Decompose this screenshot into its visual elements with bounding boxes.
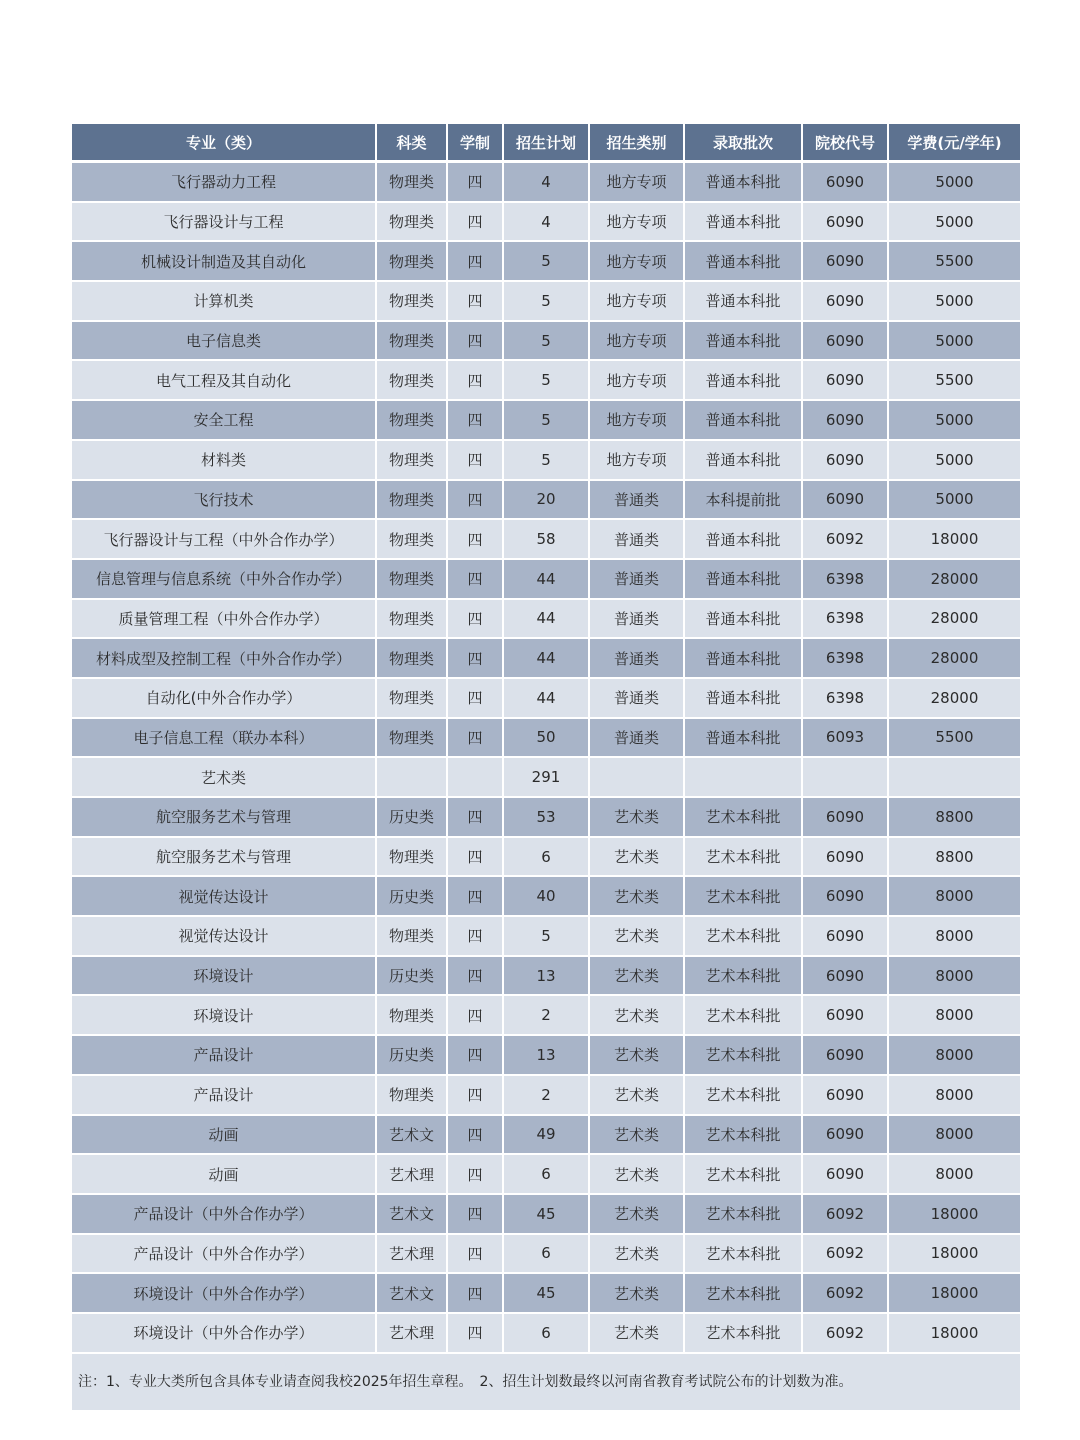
cell-plan-count: 44 [504, 560, 590, 600]
cell-major: 产品设计（中外合作办学） [72, 1195, 377, 1235]
cell-subject: 物理类 [377, 203, 448, 243]
table-row [72, 203, 1020, 243]
cell-subject [377, 758, 448, 798]
cell-subject: 历史类 [377, 1036, 448, 1076]
cell-subject: 物理类 [377, 282, 448, 322]
cell-subject: 艺术理 [377, 1235, 448, 1275]
cell-subject: 物理类 [377, 838, 448, 878]
cell-admission-batch: 艺术本科批 [685, 957, 803, 997]
cell-admission-type: 艺术类 [590, 838, 685, 878]
cell-tuition: 8000 [889, 996, 1020, 1036]
table-row [72, 600, 1020, 640]
cell-plan-count: 45 [504, 1274, 590, 1314]
cell-duration: 四 [448, 957, 504, 997]
cell-school-code: 6090 [803, 1076, 889, 1116]
header-tuition: 学费(元/学年) [889, 124, 1020, 163]
cell-plan-count: 20 [504, 481, 590, 521]
cell-major: 安全工程 [72, 401, 377, 441]
cell-tuition: 5000 [889, 282, 1020, 322]
cell-subject: 物理类 [377, 520, 448, 560]
cell-plan-count: 58 [504, 520, 590, 560]
cell-tuition: 8800 [889, 798, 1020, 838]
cell-major: 电子信息工程（联办本科） [72, 719, 377, 759]
cell-tuition: 8000 [889, 1076, 1020, 1116]
cell-school-code: 6398 [803, 679, 889, 719]
cell-admission-type: 地方专项 [590, 242, 685, 282]
cell-tuition: 5000 [889, 322, 1020, 362]
cell-tuition: 5500 [889, 242, 1020, 282]
cell-school-code: 6092 [803, 1195, 889, 1235]
cell-admission-batch: 普通本科批 [685, 203, 803, 243]
cell-admission-batch: 普通本科批 [685, 600, 803, 640]
cell-admission-batch: 普通本科批 [685, 719, 803, 759]
cell-admission-type: 普通类 [590, 719, 685, 759]
cell-subject: 历史类 [377, 798, 448, 838]
cell-admission-batch: 普通本科批 [685, 361, 803, 401]
table-row [72, 1155, 1020, 1195]
cell-admission-batch: 艺术本科批 [685, 1155, 803, 1195]
cell-duration: 四 [448, 1195, 504, 1235]
cell-school-code: 6090 [803, 877, 889, 917]
table-row [72, 957, 1020, 997]
table-row [72, 1116, 1020, 1156]
cell-duration: 四 [448, 361, 504, 401]
cell-plan-count: 50 [504, 719, 590, 759]
cell-admission-type: 普通类 [590, 639, 685, 679]
cell-subject: 物理类 [377, 600, 448, 640]
cell-admission-batch: 艺术本科批 [685, 798, 803, 838]
cell-duration: 四 [448, 1235, 504, 1275]
cell-major: 飞行器设计与工程（中外合作办学） [72, 520, 377, 560]
cell-admission-batch: 艺术本科批 [685, 1116, 803, 1156]
cell-admission-batch: 普通本科批 [685, 242, 803, 282]
table-row [72, 441, 1020, 481]
cell-plan-count: 2 [504, 996, 590, 1036]
cell-school-code: 6090 [803, 996, 889, 1036]
cell-admission-type: 艺术类 [590, 877, 685, 917]
cell-subject: 物理类 [377, 917, 448, 957]
cell-duration: 四 [448, 441, 504, 481]
table-row [72, 798, 1020, 838]
cell-admission-type: 地方专项 [590, 322, 685, 362]
cell-admission-type: 地方专项 [590, 401, 685, 441]
cell-admission-batch: 艺术本科批 [685, 1314, 803, 1354]
cell-plan-count: 5 [504, 917, 590, 957]
cell-school-code: 6090 [803, 798, 889, 838]
cell-major: 产品设计 [72, 1076, 377, 1116]
cell-school-code: 6090 [803, 441, 889, 481]
cell-school-code: 6090 [803, 322, 889, 362]
cell-subject: 物理类 [377, 441, 448, 481]
cell-subject: 物理类 [377, 996, 448, 1036]
cell-admission-type: 普通类 [590, 679, 685, 719]
cell-subject: 艺术文 [377, 1195, 448, 1235]
cell-duration: 四 [448, 1116, 504, 1156]
cell-plan-count: 13 [504, 957, 590, 997]
cell-plan-count: 5 [504, 322, 590, 362]
cell-major: 飞行器设计与工程 [72, 203, 377, 243]
header-plan-count: 招生计划 [504, 124, 590, 163]
cell-admission-batch: 普通本科批 [685, 441, 803, 481]
cell-school-code: 6090 [803, 917, 889, 957]
cell-tuition: 18000 [889, 1274, 1020, 1314]
cell-subject: 物理类 [377, 163, 448, 203]
cell-tuition: 28000 [889, 560, 1020, 600]
cell-major: 航空服务艺术与管理 [72, 838, 377, 878]
cell-plan-count: 5 [504, 242, 590, 282]
table-row [72, 361, 1020, 401]
table-row [72, 242, 1020, 282]
header-duration: 学制 [448, 124, 504, 163]
cell-plan-count: 6 [504, 1314, 590, 1354]
cell-plan-count: 6 [504, 838, 590, 878]
cell-school-code: 6090 [803, 838, 889, 878]
cell-admission-type: 艺术类 [590, 1036, 685, 1076]
cell-school-code: 6093 [803, 719, 889, 759]
cell-duration: 四 [448, 520, 504, 560]
cell-tuition: 8000 [889, 1036, 1020, 1076]
cell-major: 环境设计（中外合作办学） [72, 1314, 377, 1354]
cell-duration: 四 [448, 163, 504, 203]
cell-tuition: 18000 [889, 520, 1020, 560]
cell-admission-batch: 普通本科批 [685, 639, 803, 679]
cell-school-code: 6090 [803, 1155, 889, 1195]
cell-tuition: 28000 [889, 639, 1020, 679]
cell-duration: 四 [448, 1036, 504, 1076]
cell-admission-type: 艺术类 [590, 957, 685, 997]
header-subject: 科类 [377, 124, 448, 163]
cell-subject: 物理类 [377, 361, 448, 401]
cell-admission-type [590, 758, 685, 798]
table-row [72, 758, 1020, 798]
cell-duration: 四 [448, 203, 504, 243]
cell-tuition: 18000 [889, 1235, 1020, 1275]
cell-major: 材料类 [72, 441, 377, 481]
cell-major: 材料成型及控制工程（中外合作办学） [72, 639, 377, 679]
cell-subject: 艺术理 [377, 1314, 448, 1354]
cell-tuition: 5000 [889, 203, 1020, 243]
cell-major: 自动化(中外合作办学） [72, 679, 377, 719]
table-row [72, 1195, 1020, 1235]
cell-duration: 四 [448, 679, 504, 719]
cell-major: 机械设计制造及其自动化 [72, 242, 377, 282]
cell-subject: 物理类 [377, 401, 448, 441]
cell-plan-count: 53 [504, 798, 590, 838]
cell-admission-type: 普通类 [590, 560, 685, 600]
cell-school-code: 6092 [803, 1235, 889, 1275]
cell-school-code: 6090 [803, 163, 889, 203]
cell-tuition: 8000 [889, 1155, 1020, 1195]
cell-subject: 艺术文 [377, 1274, 448, 1314]
cell-duration: 四 [448, 481, 504, 521]
cell-duration: 四 [448, 560, 504, 600]
cell-tuition: 5000 [889, 163, 1020, 203]
admission-plan-sheet [72, 124, 1020, 1410]
cell-subject: 物理类 [377, 322, 448, 362]
cell-duration: 四 [448, 798, 504, 838]
cell-admission-batch: 普通本科批 [685, 282, 803, 322]
cell-school-code: 6090 [803, 957, 889, 997]
cell-duration: 四 [448, 838, 504, 878]
cell-tuition: 5500 [889, 361, 1020, 401]
table-row [72, 1274, 1020, 1314]
cell-admission-batch: 普通本科批 [685, 679, 803, 719]
cell-school-code: 6090 [803, 1116, 889, 1156]
cell-subject: 艺术文 [377, 1116, 448, 1156]
cell-admission-type: 艺术类 [590, 1274, 685, 1314]
cell-duration: 四 [448, 1155, 504, 1195]
cell-major: 电气工程及其自动化 [72, 361, 377, 401]
cell-admission-type: 艺术类 [590, 1076, 685, 1116]
table-row [72, 322, 1020, 362]
cell-tuition: 8000 [889, 877, 1020, 917]
cell-subject: 物理类 [377, 242, 448, 282]
cell-plan-count: 6 [504, 1235, 590, 1275]
cell-major: 动画 [72, 1155, 377, 1195]
table-row [72, 520, 1020, 560]
table-row [72, 917, 1020, 957]
cell-major: 视觉传达设计 [72, 877, 377, 917]
cell-admission-batch: 艺术本科批 [685, 996, 803, 1036]
cell-tuition: 18000 [889, 1195, 1020, 1235]
cell-tuition: 8000 [889, 957, 1020, 997]
header-school-code: 院校代号 [803, 124, 889, 163]
cell-tuition: 8800 [889, 838, 1020, 878]
cell-subject: 物理类 [377, 560, 448, 600]
cell-school-code: 6090 [803, 481, 889, 521]
table-row [72, 639, 1020, 679]
cell-plan-count: 2 [504, 1076, 590, 1116]
cell-major: 环境设计（中外合作办学） [72, 1274, 377, 1314]
cell-tuition: 28000 [889, 600, 1020, 640]
cell-tuition: 5000 [889, 481, 1020, 521]
cell-school-code: 6398 [803, 600, 889, 640]
cell-tuition: 5000 [889, 441, 1020, 481]
cell-major: 信息管理与信息系统（中外合作办学） [72, 560, 377, 600]
cell-plan-count: 291 [504, 758, 590, 798]
cell-school-code: 6092 [803, 1274, 889, 1314]
cell-admission-type: 地方专项 [590, 203, 685, 243]
cell-admission-type: 艺术类 [590, 798, 685, 838]
table-row [72, 481, 1020, 521]
cell-plan-count: 5 [504, 361, 590, 401]
cell-subject: 物理类 [377, 1076, 448, 1116]
cell-major: 计算机类 [72, 282, 377, 322]
table-row [72, 1235, 1020, 1275]
cell-plan-count: 44 [504, 679, 590, 719]
cell-admission-batch: 普通本科批 [685, 401, 803, 441]
cell-school-code: 6090 [803, 361, 889, 401]
cell-tuition: 5000 [889, 401, 1020, 441]
cell-major: 产品设计（中外合作办学） [72, 1235, 377, 1275]
table-row [72, 838, 1020, 878]
cell-major: 电子信息类 [72, 322, 377, 362]
cell-plan-count: 44 [504, 600, 590, 640]
cell-admission-type: 艺术类 [590, 996, 685, 1036]
cell-duration: 四 [448, 322, 504, 362]
cell-duration: 四 [448, 719, 504, 759]
cell-school-code: 6090 [803, 1036, 889, 1076]
cell-duration: 四 [448, 917, 504, 957]
cell-admission-type: 地方专项 [590, 163, 685, 203]
cell-subject: 物理类 [377, 481, 448, 521]
cell-admission-batch: 普通本科批 [685, 520, 803, 560]
cell-admission-batch: 艺术本科批 [685, 1195, 803, 1235]
cell-major: 视觉传达设计 [72, 917, 377, 957]
cell-admission-batch: 艺术本科批 [685, 917, 803, 957]
cell-subject: 物理类 [377, 719, 448, 759]
cell-major: 艺术类 [72, 758, 377, 798]
cell-duration: 四 [448, 877, 504, 917]
table-row [72, 401, 1020, 441]
footnote: 注：1、专业大类所包含具体专业请查阅我校2025年招生章程。 2、招生计划数最终以河南省教育考试院公布的计划数为准。 [72, 1354, 1020, 1410]
cell-duration: 四 [448, 600, 504, 640]
cell-admission-type: 艺术类 [590, 1235, 685, 1275]
cell-duration: 四 [448, 1274, 504, 1314]
cell-admission-batch: 普通本科批 [685, 322, 803, 362]
table-row [72, 1036, 1020, 1076]
cell-admission-type: 普通类 [590, 600, 685, 640]
cell-duration: 四 [448, 401, 504, 441]
cell-tuition: 18000 [889, 1314, 1020, 1354]
cell-major: 飞行器动力工程 [72, 163, 377, 203]
cell-major: 环境设计 [72, 957, 377, 997]
cell-admission-batch [685, 758, 803, 798]
cell-tuition: 8000 [889, 917, 1020, 957]
cell-plan-count: 6 [504, 1155, 590, 1195]
table-row [72, 996, 1020, 1036]
cell-admission-batch: 艺术本科批 [685, 1274, 803, 1314]
cell-school-code: 6090 [803, 242, 889, 282]
cell-duration: 四 [448, 1314, 504, 1354]
cell-school-code: 6090 [803, 401, 889, 441]
cell-school-code: 6090 [803, 203, 889, 243]
cell-subject: 历史类 [377, 957, 448, 997]
cell-major: 产品设计 [72, 1036, 377, 1076]
table-row [72, 282, 1020, 322]
table-row [72, 1076, 1020, 1116]
cell-tuition [889, 758, 1020, 798]
cell-plan-count: 44 [504, 639, 590, 679]
cell-duration [448, 758, 504, 798]
table-header-row [72, 124, 1020, 163]
cell-admission-type: 艺术类 [590, 917, 685, 957]
header-major: 专业（类） [72, 124, 377, 163]
cell-admission-batch: 艺术本科批 [685, 1076, 803, 1116]
cell-admission-type: 普通类 [590, 520, 685, 560]
cell-plan-count: 5 [504, 441, 590, 481]
table-row [72, 877, 1020, 917]
table-row [72, 560, 1020, 600]
cell-admission-type: 地方专项 [590, 282, 685, 322]
cell-admission-type: 地方专项 [590, 361, 685, 401]
cell-plan-count: 45 [504, 1195, 590, 1235]
cell-duration: 四 [448, 1076, 504, 1116]
cell-plan-count: 5 [504, 401, 590, 441]
cell-admission-type: 地方专项 [590, 441, 685, 481]
cell-admission-type: 艺术类 [590, 1116, 685, 1156]
table-row [72, 679, 1020, 719]
cell-admission-batch: 艺术本科批 [685, 877, 803, 917]
cell-admission-type: 艺术类 [590, 1195, 685, 1235]
cell-admission-type: 普通类 [590, 481, 685, 521]
cell-admission-batch: 艺术本科批 [685, 1235, 803, 1275]
cell-major: 航空服务艺术与管理 [72, 798, 377, 838]
cell-tuition: 8000 [889, 1116, 1020, 1156]
cell-admission-batch: 本科提前批 [685, 481, 803, 521]
cell-duration: 四 [448, 996, 504, 1036]
table-row [72, 163, 1020, 203]
cell-major: 环境设计 [72, 996, 377, 1036]
cell-duration: 四 [448, 282, 504, 322]
cell-subject: 艺术理 [377, 1155, 448, 1195]
cell-major: 动画 [72, 1116, 377, 1156]
cell-admission-batch: 艺术本科批 [685, 1036, 803, 1076]
cell-school-code: 6398 [803, 639, 889, 679]
cell-admission-batch: 普通本科批 [685, 163, 803, 203]
cell-school-code: 6092 [803, 520, 889, 560]
cell-plan-count: 40 [504, 877, 590, 917]
cell-tuition: 28000 [889, 679, 1020, 719]
cell-subject: 物理类 [377, 639, 448, 679]
cell-admission-type: 艺术类 [590, 1155, 685, 1195]
cell-subject: 历史类 [377, 877, 448, 917]
cell-tuition: 5500 [889, 719, 1020, 759]
cell-duration: 四 [448, 639, 504, 679]
cell-plan-count: 49 [504, 1116, 590, 1156]
table-row [72, 719, 1020, 759]
cell-school-code: 6092 [803, 1314, 889, 1354]
table-row [72, 1314, 1020, 1354]
cell-plan-count: 4 [504, 163, 590, 203]
cell-plan-count: 4 [504, 203, 590, 243]
cell-plan-count: 5 [504, 282, 590, 322]
cell-school-code: 6398 [803, 560, 889, 600]
cell-admission-batch: 普通本科批 [685, 560, 803, 600]
cell-plan-count: 13 [504, 1036, 590, 1076]
cell-major: 飞行技术 [72, 481, 377, 521]
cell-major: 质量管理工程（中外合作办学） [72, 600, 377, 640]
header-admission-type: 招生类别 [590, 124, 685, 163]
cell-admission-type: 艺术类 [590, 1314, 685, 1354]
cell-subject: 物理类 [377, 679, 448, 719]
header-admission-batch: 录取批次 [685, 124, 803, 163]
cell-duration: 四 [448, 242, 504, 282]
admission-plan-table [72, 124, 1020, 1354]
table-body [72, 163, 1020, 1354]
cell-school-code: 6090 [803, 282, 889, 322]
cell-admission-batch: 艺术本科批 [685, 838, 803, 878]
cell-school-code [803, 758, 889, 798]
